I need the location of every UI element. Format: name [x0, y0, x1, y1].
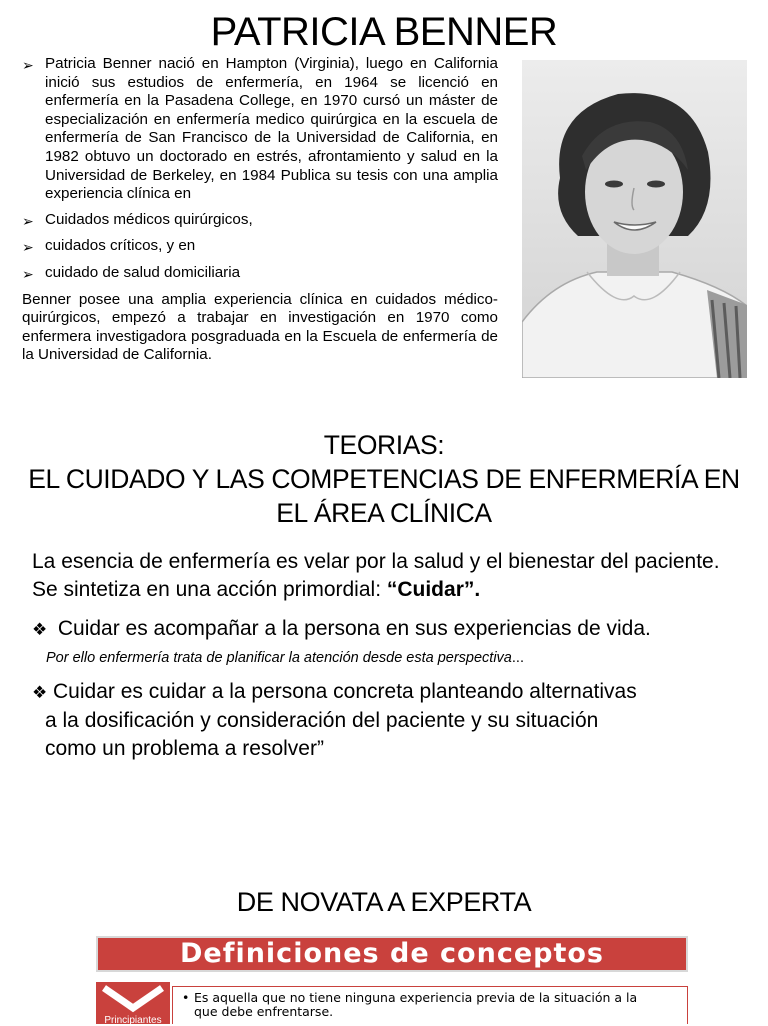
bio-item-text: cuidado de salud domiciliaria [45, 263, 241, 281]
portrait-image [522, 60, 747, 378]
bio-item-text: cuidados críticos, y en [45, 237, 196, 255]
level-label: Principiantes [104, 1015, 162, 1026]
dot-bullet-icon: • [182, 990, 190, 1005]
page-title: PATRICIA BENNER [210, 10, 558, 54]
novice-expert-heading: DE NOVATA A EXPERTA [236, 887, 532, 917]
definition-line: que debe enfrentarse. [194, 1004, 334, 1019]
definitions-banner: Definiciones de conceptos [96, 936, 688, 972]
arrow-bullet-icon: ➢ [22, 57, 34, 73]
bio-paragraph: Benner posee una amplia experiencia clínica en cuidados médico-quirúrgicos, empezó a trabajar en investigación en 1970 como enfermera investigadora posgraduada en la Escuela de enfermería de la Universidad de California. [22, 290, 498, 364]
essence-emphasis: “Cuidar”. [386, 578, 481, 601]
bio-main-text: Patricia Benner nació en Hampton (Virginia), luego en California inició sus estudios de enfermería, en 1964 se licenció en enfermería en la Pasadena College, en 1970 cursó un máster de especialización en enfermería medico quirúrgica en la escuela de enfermería de San Francisco de la Universidad de California, en 1982 obtuvo un doctorado en estrés, afrontamiento y salud en la Universidad de Berkeley, en 1984 Publica su tesis con una amplia experiencia clínica en [45, 55, 498, 203]
bio-bullet-main [22, 55, 498, 204]
bio-bullet-item [22, 264, 498, 284]
care-item-note [46, 648, 746, 668]
theories-heading [0, 428, 768, 530]
diamond-bullet-icon: ❖ [32, 620, 48, 639]
diamond-bullet-icon: ❖ [32, 683, 48, 702]
portrait-photo [522, 60, 747, 378]
bio-bullet-item [22, 237, 498, 257]
theories-title-line: EL CUIDADO Y LAS COMPETENCIAS DE ENFERMERÍA EN [28, 464, 740, 494]
care-item-text: Cuidar es acompañar a la persona en sus experiencias de vida. [57, 617, 651, 640]
definition-line: Es aquella que no tiene ninguna experiencia previa de la situación a la [194, 990, 638, 1005]
care-item-text: como un problema a resolver” [45, 737, 324, 760]
theories-label: TEORIAS: [323, 430, 445, 460]
arrow-bullet-icon: ➢ [22, 265, 34, 282]
care-item-1 [32, 615, 742, 644]
care-item-text: Cuidar es cuidar a la persona concreta planteando alternativas [53, 680, 637, 703]
care-note-ellipsis: ... [511, 650, 524, 666]
biography [22, 55, 498, 365]
care-note-text: Por ello enfermería trata de planificar la atención desde esta perspectiva [46, 650, 512, 666]
bio-item-text: Cuidados médicos quirúrgicos, [45, 210, 253, 228]
arrow-bullet-icon: ➢ [22, 212, 34, 229]
bio-bullet-item [22, 211, 498, 231]
theories-title-line: EL ÁREA CLÍNICA [276, 498, 492, 528]
care-item-2 [32, 678, 732, 763]
definition-text [182, 991, 682, 1019]
essence-paragraph [32, 548, 732, 604]
care-item-text: a la dosificación y consideración del paciente y su situación [45, 709, 599, 732]
essence-text: La esencia de enfermería es velar por la salud y el bienestar del paciente. Se sintetiza en una acción primordial: [32, 550, 720, 601]
arrow-bullet-icon: ➢ [22, 239, 34, 256]
